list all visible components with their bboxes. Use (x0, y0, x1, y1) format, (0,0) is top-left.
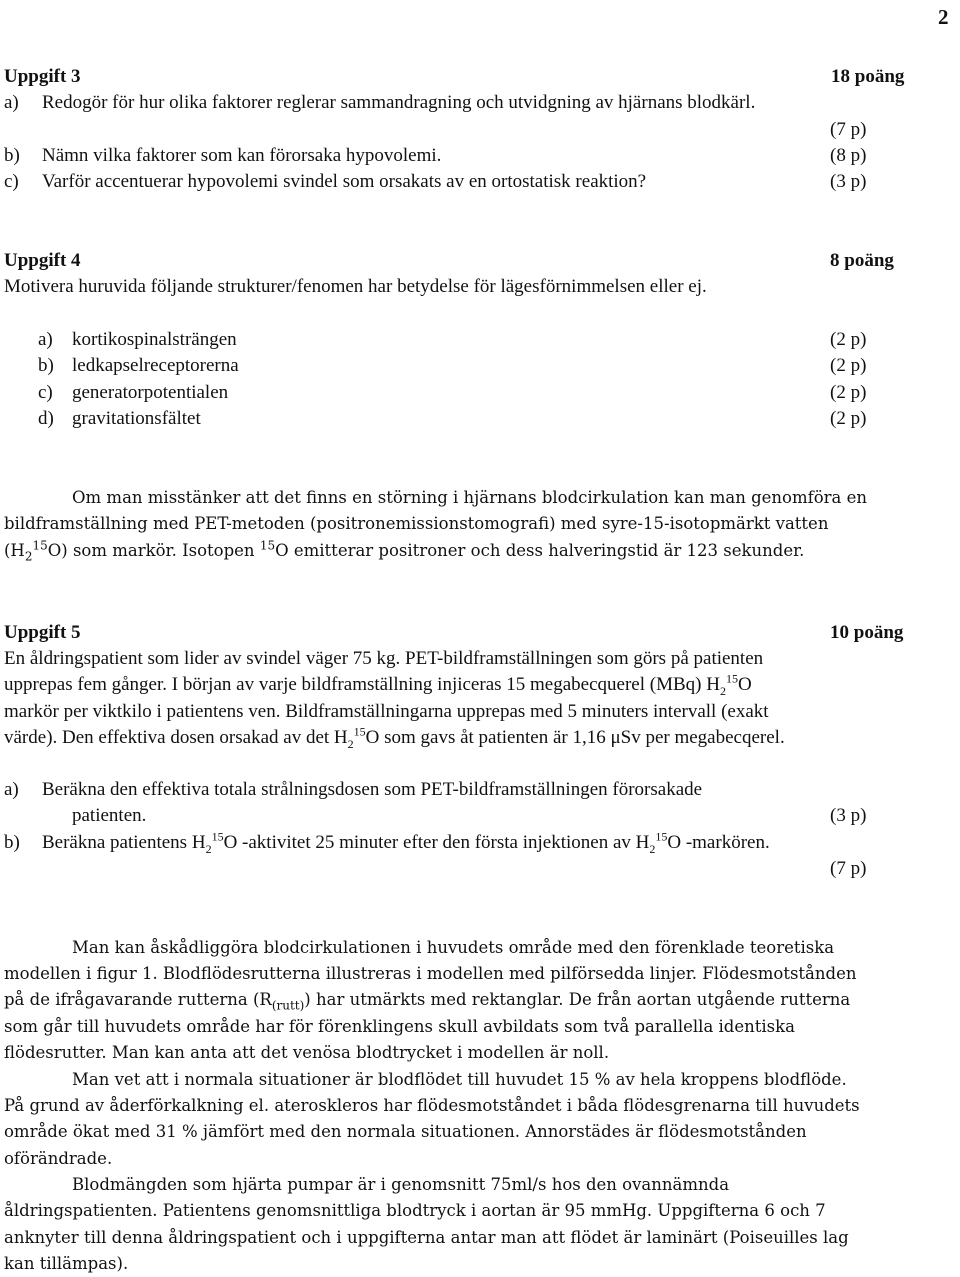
task5-b-text-c: O -markören. (667, 832, 770, 853)
task4-title: Uppgift 4 (4, 250, 81, 271)
blood-line-3 (4, 989, 850, 1011)
blood-line-6: Man vet att i normala situationer är blodflödet till huvudet 15 % av hela kroppens blodflöde. (72, 1070, 847, 1089)
task5-line-2 (4, 671, 752, 698)
superscript-15: 15 (725, 671, 738, 686)
task4-item-b (38, 355, 239, 377)
superscript-15: 15 (353, 724, 366, 739)
task4-item-letter: d) (38, 408, 54, 429)
task3-title: Uppgift 3 (4, 66, 81, 87)
task3-a-points: (7 p) (830, 119, 867, 140)
task3-b-points: (8 p) (830, 145, 867, 166)
task4-item-points: (2 p) (830, 382, 867, 403)
subscript-2: 2 (24, 549, 33, 564)
blood-line-5: flödesrutter. Man kan anta att det venösa blodtrycket i modellen är noll. (4, 1043, 610, 1062)
task4-item-text: generatorpotentialen (72, 382, 229, 403)
blood-line-1: Man kan åskådliggöra blodcirkulationen i huvudets område med den förenklade teoretiska (72, 938, 835, 957)
task4-item-text: ledkapselreceptorerna (72, 355, 239, 376)
task4-item-points: (2 p) (830, 408, 867, 429)
task5-line-2b: O (737, 674, 752, 695)
blood-line-12: anknyter till denna åldringspatient och i uppgifterna antar man att flödet är laminärt (Poiseuilles lag (4, 1228, 849, 1247)
pet-line-3 (4, 540, 804, 562)
blood-line-2: modellen i figur 1. Blodflödesrutterna illustreras i modellen med pilförsedda linjer. Flödesmotstånden (4, 964, 857, 983)
blood-line-13: kan tillämpas). (4, 1254, 129, 1273)
task5-a-letter: a) (4, 779, 19, 800)
pet-line-2: bildframställning med PET-metoden (positronemissionstomografi) med syre-15-isotopmärkt vatten (4, 514, 829, 533)
blood-line-10: Blodmängden som hjärta pumpar är i genomsnitt 75ml/s hos den ovannämnda (72, 1175, 730, 1194)
blood-line-9: oförändrade. (4, 1149, 113, 1168)
task4-item-points: (2 p) (830, 355, 867, 376)
task5-line-3: markör per viktkilo i patientens ven. Bildframställningarna upprepas med 5 minuters intervall (exakt (4, 701, 769, 722)
task4-item-a (38, 329, 237, 351)
task5-line-2a: upprepas fem gånger. I början av varje bildframställning injiceras 15 megabecquerel (MBq) H (4, 674, 720, 695)
task3-c (4, 171, 646, 193)
task3-b-text: Nämn vilka faktorer som kan förorsaka hypovolemi. (42, 145, 442, 166)
task3-b (4, 145, 441, 167)
task5-a-points: (3 p) (830, 805, 867, 826)
task4-item-c (38, 382, 228, 404)
task4-intro: Motivera huruvida följande strukturer/fenomen har betydelse för lägesförnimmelsen eller ej. (4, 276, 707, 297)
task3-c-points: (3 p) (830, 171, 867, 192)
task3-c-text: Varför accentuerar hypovolemi svindel som orsakats av en ortostatisk reaktion? (42, 171, 647, 192)
page-number: 2 (938, 5, 949, 29)
subscript-2: 2 (205, 841, 212, 856)
superscript-15: 15 (211, 829, 224, 844)
task4-item-text: gravitationsfältet (72, 408, 201, 429)
pet-line-1: Om man misstänker att det finns en störning i hjärnans blodcirkulation kan man genomföra en (72, 488, 868, 507)
task4-item-letter: b) (38, 355, 54, 376)
superscript-15: 15 (655, 829, 668, 844)
task3-a-letter: a) (4, 92, 19, 113)
task5-points: 10 poäng (830, 622, 904, 643)
task5-line-1: En åldringspatient som lider av svindel väger 75 kg. PET-bildframställningen som görs på patienten (4, 648, 764, 669)
task5-a-text: Beräkna den effektiva totala strålningsdosen som PET-bildframställningen förorsakade (42, 779, 703, 800)
blood-line-3b: ) har utmärkts med rektanglar. De från aortan utgående rutterna (304, 990, 851, 1009)
superscript-15: 15 (259, 538, 276, 553)
task5-line-4a: värde). Den effektiva dosen orsakad av det H (4, 727, 348, 748)
pet-line-3b: O) som markör. Isotopen (47, 541, 260, 560)
blood-line-7: På grund av åderförkalkning el. ateroskleros har flödesmotståndet i båda flödesgrenarna till huvudets (4, 1096, 860, 1115)
superscript-15: 15 (32, 538, 48, 553)
task5-a-line-2: patienten. (72, 805, 147, 826)
task4-item-points: (2 p) (830, 329, 867, 350)
task5-b-letter: b) (4, 832, 20, 853)
task5-b (4, 829, 770, 856)
task3-points: 18 poäng (831, 66, 905, 87)
task3-c-letter: c) (4, 171, 19, 192)
task5-b-text-a: Beräkna patientens H (42, 832, 206, 853)
task4-item-text: kortikospinalsträngen (72, 329, 237, 350)
task5-title: Uppgift 5 (4, 622, 81, 643)
task5-b-points: (7 p) (830, 858, 867, 879)
blood-line-4: som går till huvudets område har för förenklingens skull avbildats som två parallella identiska (4, 1017, 795, 1036)
pet-line-3c: O emitterar positroner och dess halveringstid är 123 sekunder. (275, 541, 805, 560)
task3-a (4, 92, 755, 114)
task4-item-letter: a) (38, 329, 53, 350)
task4-item-letter: c) (38, 382, 53, 403)
subscript-2: 2 (649, 841, 656, 856)
subscript-2: 2 (719, 683, 726, 698)
task5-line-4 (4, 724, 785, 751)
task3-a-text: Redogör för hur olika faktorer reglerar sammandragning och utvidgning av hjärnans blodkärl. (42, 92, 756, 113)
task4-points: 8 poäng (830, 250, 894, 271)
task5-a (4, 779, 702, 801)
task5-b-text-b: O -aktivitet 25 minuter efter den första injektionen av H (223, 832, 650, 853)
subscript-2: 2 (347, 736, 354, 751)
task5-line-4b: O som gavs åt patienten är 1,16 μSv per megabecqerel. (365, 727, 785, 748)
blood-line-11: åldringspatienten. Patientens genomsnittliga blodtryck i aortan är 95 mmHg. Uppgifterna 6 och 7 (4, 1201, 826, 1220)
blood-line-3a: på de ifrågavarande rutterna (R (4, 990, 272, 1009)
pet-line-3a: (H (4, 541, 25, 560)
task3-b-letter: b) (4, 145, 20, 166)
subscript-rutt: (rutt) (271, 998, 305, 1013)
task4-item-d (38, 408, 201, 430)
blood-line-8: område ökat med 31 % jämfört med den normala situationen. Annorstädes är flödesmotstånden (4, 1122, 807, 1141)
